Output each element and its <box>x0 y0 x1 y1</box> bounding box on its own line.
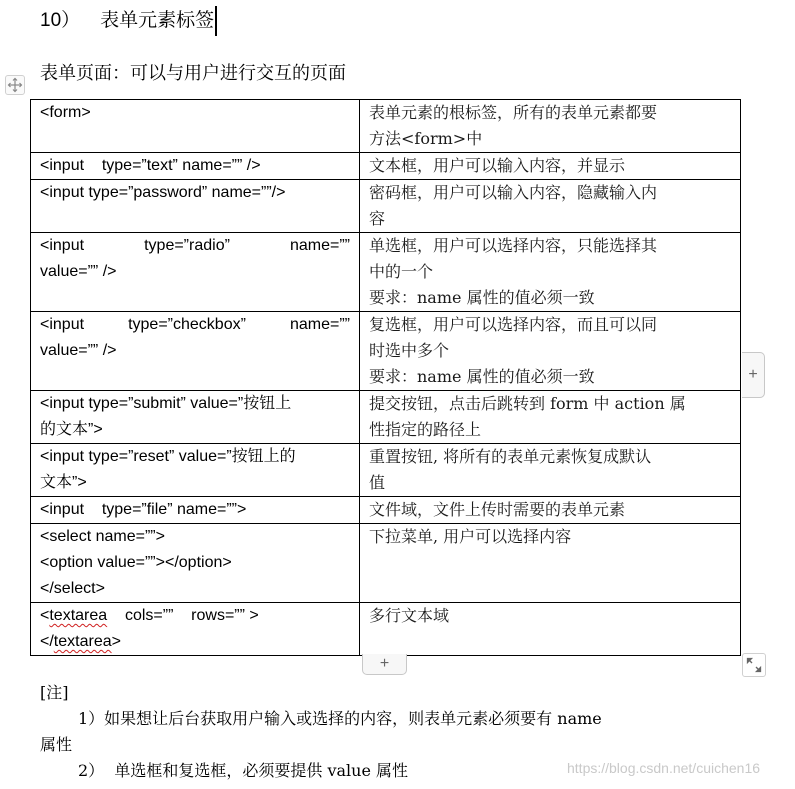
watermark: https://blog.csdn.net/cuichen16 <box>567 760 761 776</box>
table-row <box>31 312 741 391</box>
table-resize-handle[interactable] <box>742 653 766 677</box>
table-row <box>31 153 741 180</box>
code-cell[interactable]: <input type=”checkbox” name=”” value=”” /> <box>31 312 360 391</box>
note-item-2: 2） 单选框和复选框，必须要提供 value 属性 <box>78 761 408 780</box>
table-row <box>31 524 741 603</box>
table-row <box>31 100 741 153</box>
add-column-button[interactable] <box>742 352 765 398</box>
heading-title: 表单元素标签 <box>100 10 215 31</box>
text-cursor <box>215 6 217 36</box>
plus-icon: + <box>748 366 758 383</box>
desc-cell[interactable]: 重置按钮, 将所有的表单元素恢复成默认 值 <box>360 444 741 497</box>
code-cell[interactable]: <select name=””> <option value=””></option> </select> <box>31 524 360 603</box>
spellcheck-underline: textarea <box>49 607 108 624</box>
heading-number: 10） <box>40 10 81 31</box>
code-cell[interactable]: <input type=”submit” value=”按钮上 的文本”> <box>31 391 360 444</box>
add-row-button[interactable] <box>362 654 407 675</box>
code-cell[interactable]: <input type=”file” name=””> <box>31 497 360 524</box>
code-cell[interactable]: <textarea cols=”” rows=”” > </textarea> <box>31 603 360 656</box>
resize-icon <box>745 656 763 674</box>
desc-cell[interactable]: 多行文本域 <box>360 603 741 656</box>
plus-icon: + <box>379 655 390 672</box>
desc-cell[interactable]: 单选框，用户可以选择内容，只能选择其 中的一个 要求：name 属性的值必须一致 <box>360 233 741 312</box>
note-item-1: 1）如果想让后台获取用户输入或选择的内容，则表单元素必须要有 name <box>78 709 602 728</box>
spellcheck-underline: textarea <box>53 633 112 650</box>
notes-title: [注] <box>40 683 69 702</box>
note-item-1-continuation: 属性 <box>40 735 73 754</box>
table-move-handle[interactable] <box>5 75 25 95</box>
desc-cell[interactable]: 文本框，用户可以输入内容，并显示 <box>360 153 741 180</box>
table-row <box>31 391 741 444</box>
form-elements-table <box>30 99 741 656</box>
move-icon <box>7 77 23 93</box>
table-row <box>31 603 741 656</box>
code-cell[interactable]: <input type=”reset” value=”按钮上的 文本”> <box>31 444 360 497</box>
code-cell[interactable]: <form> <box>31 100 360 153</box>
desc-cell[interactable]: 文件域，文件上传时需要的表单元素 <box>360 497 741 524</box>
subtitle: 表单页面：可以与用户进行交互的页面 <box>40 63 346 83</box>
desc-cell[interactable]: 表单元素的根标签，所有的表单元素都要 方法<form>中 <box>360 100 741 153</box>
desc-cell[interactable]: 下拉菜单, 用户可以选择内容 <box>360 524 741 603</box>
desc-cell[interactable]: 复选框，用户可以选择内容，而且可以同 时选中多个 要求：name 属性的值必须一致 <box>360 312 741 391</box>
table-row <box>31 444 741 497</box>
table-row <box>31 497 741 524</box>
table-row <box>31 180 741 233</box>
desc-cell[interactable]: 提交按钮，点击后跳转到 form 中 action 属 性指定的路径上 <box>360 391 741 444</box>
desc-cell[interactable]: 密码框，用户可以输入内容，隐藏输入内 容 <box>360 180 741 233</box>
table-row <box>31 233 741 312</box>
code-cell[interactable]: <input type=”password” name=””/> <box>31 180 360 233</box>
code-cell[interactable]: <input type=”radio” name=”” value=”” /> <box>31 233 360 312</box>
section-heading[interactable] <box>40 6 217 36</box>
code-cell[interactable]: <input type=”text” name=”” /> <box>31 153 360 180</box>
